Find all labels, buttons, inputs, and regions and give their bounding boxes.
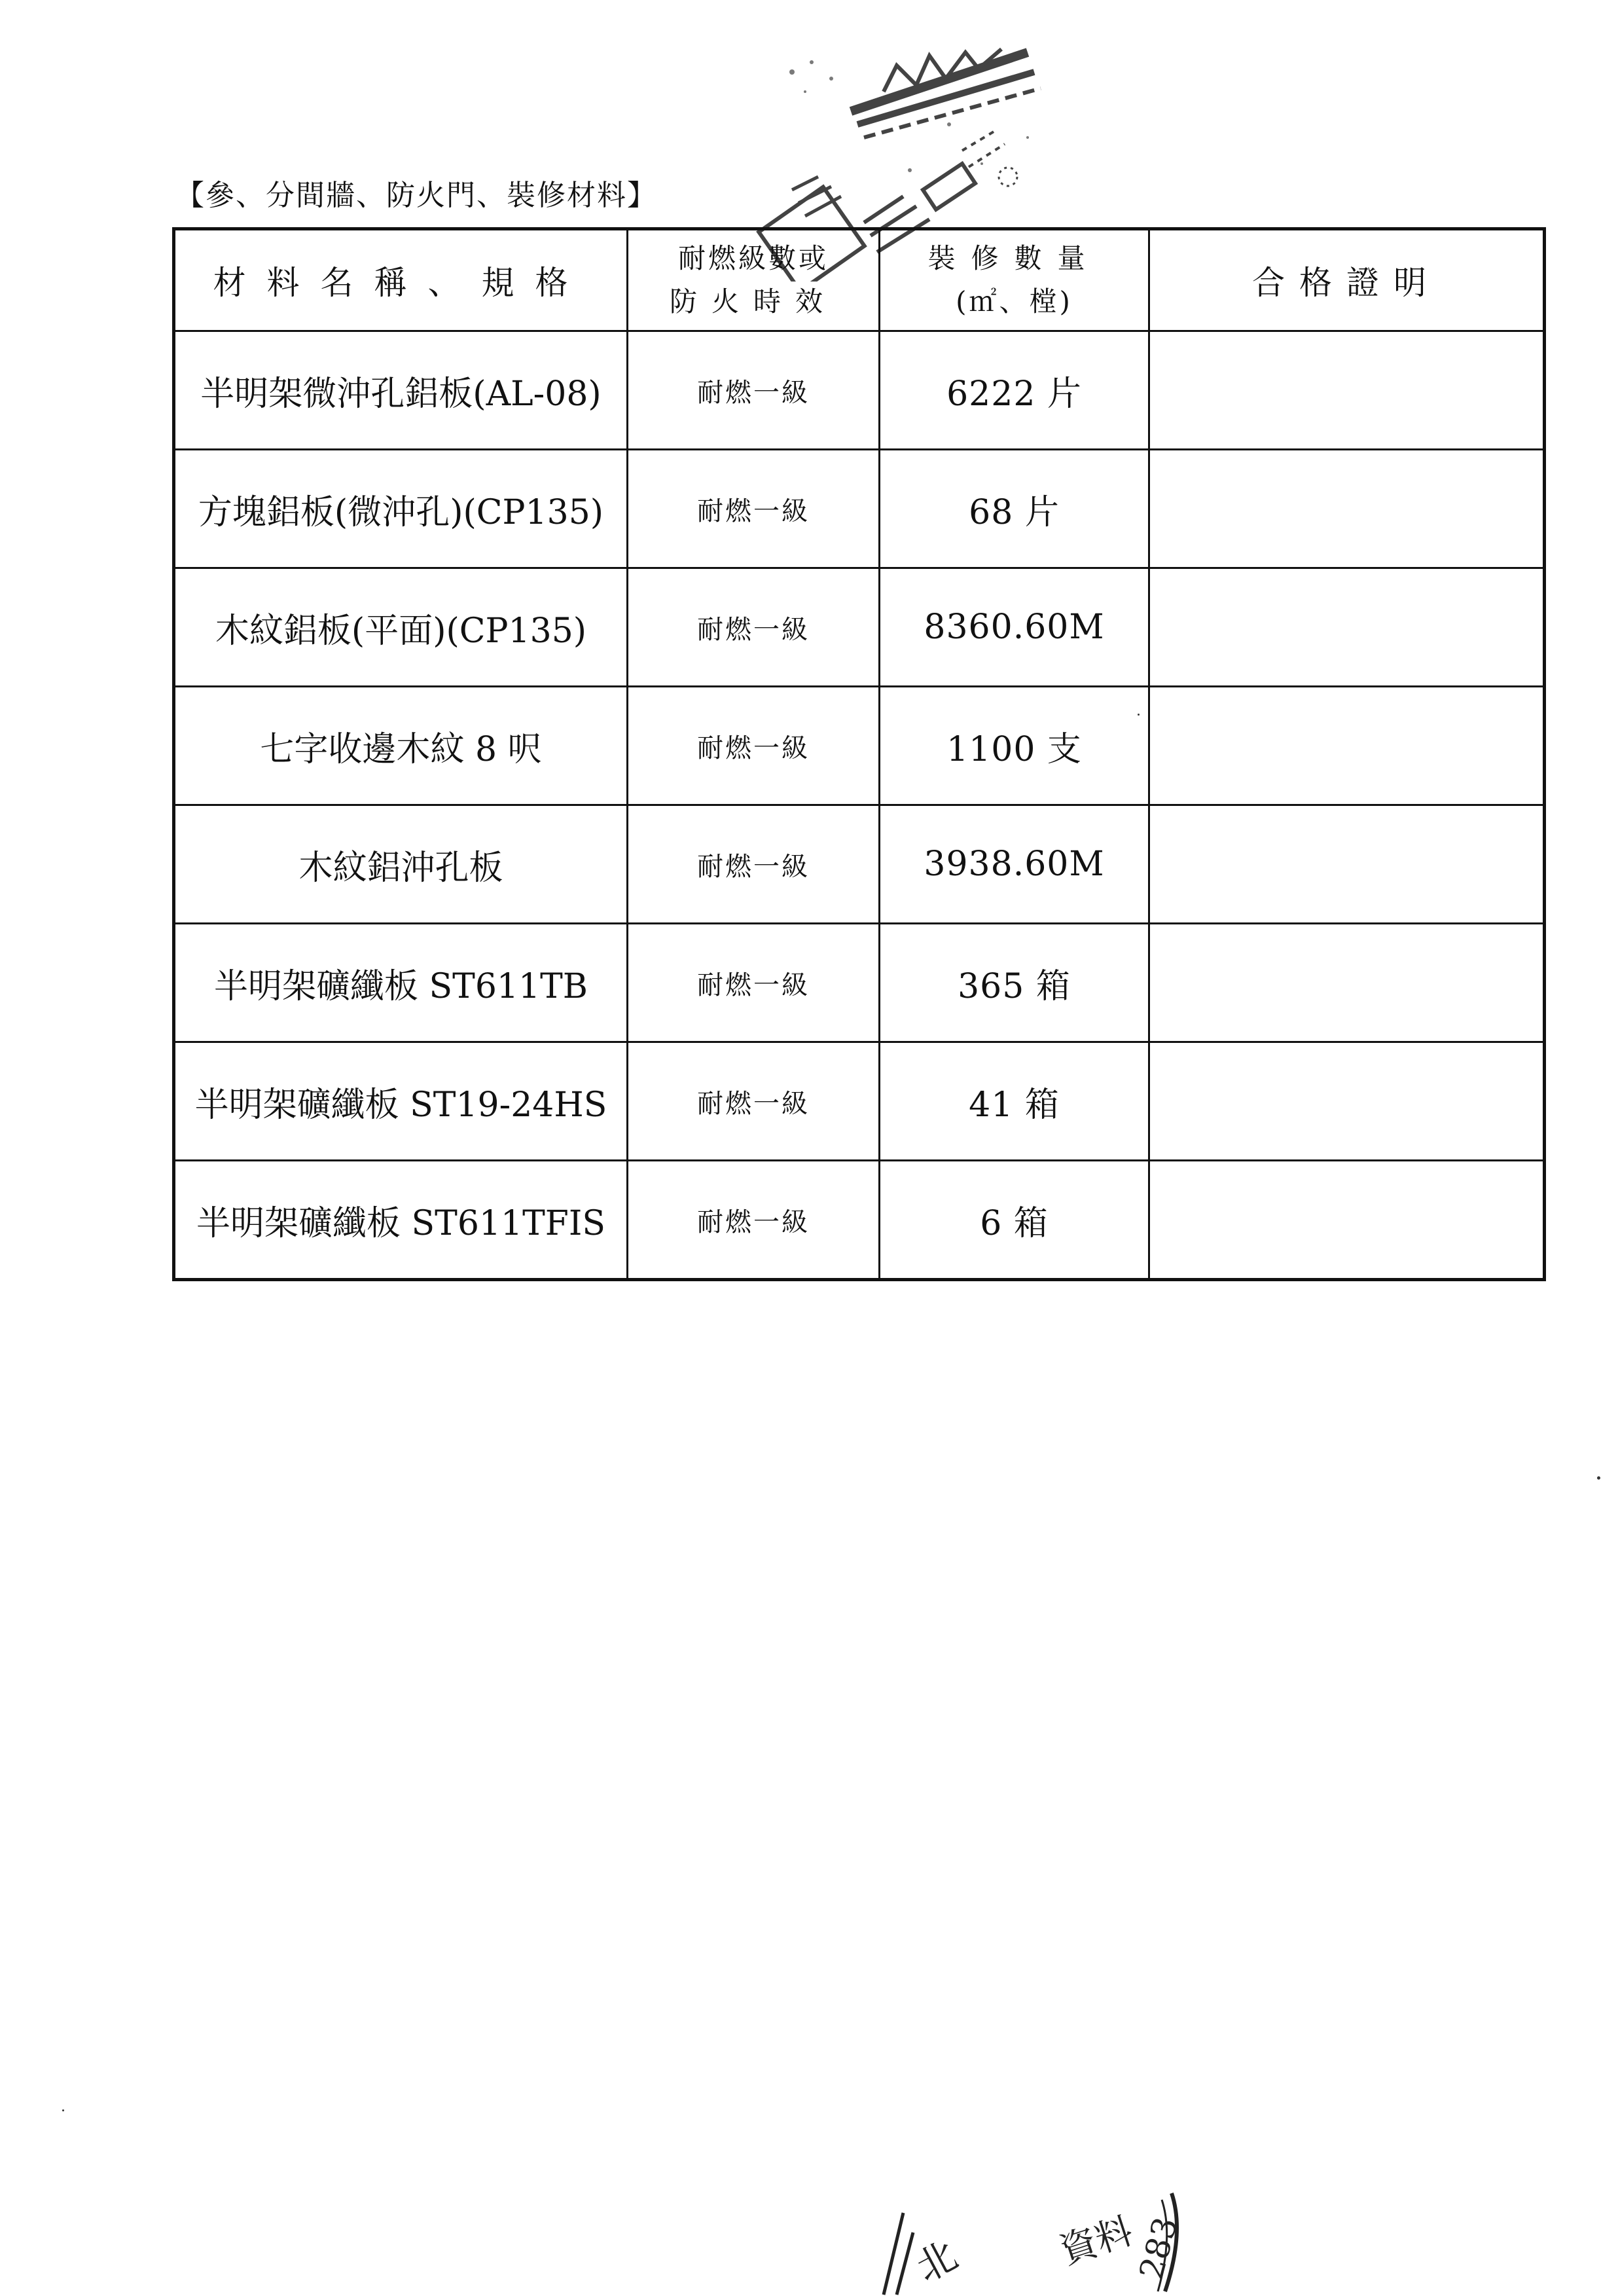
material-name-cell: 半明架礦纖板 ST611TFIS — [174, 1161, 628, 1280]
table-header-row — [174, 229, 1545, 331]
certificate-cell — [1149, 450, 1545, 568]
scan-speck — [62, 2109, 64, 2111]
header-material-name: 材料名稱、規格 — [174, 229, 628, 331]
certificate-cell — [1149, 805, 1545, 924]
material-name-cell: 半明架礦纖板 ST611TB — [174, 924, 628, 1042]
fire-rating-cell: 耐燃一級 — [628, 687, 880, 805]
header-quantity-line2: (㎡、樘) — [956, 285, 1073, 318]
table-row — [174, 1161, 1545, 1280]
table-row — [174, 1042, 1545, 1161]
section-title: 【參、分間牆、防火門、裝修材料】 — [175, 179, 657, 212]
table-row — [174, 568, 1545, 687]
table-row — [174, 924, 1545, 1042]
fire-rating-cell: 耐燃一級 — [628, 568, 880, 687]
table-row — [174, 805, 1545, 924]
material-name-cell: 方塊鋁板(微沖孔)(CP135) — [174, 450, 628, 568]
material-name-cell: 七字收邊木紋 8 呎 — [174, 687, 628, 805]
table-row — [174, 331, 1545, 450]
fire-rating-cell: 耐燃一級 — [628, 805, 880, 924]
header-fire-rating — [628, 229, 880, 331]
quantity-cell: 1100 支 — [880, 687, 1149, 805]
material-name-cell: 半明架微沖孔鋁板(AL-08) — [174, 331, 628, 450]
table-row — [174, 687, 1545, 805]
fire-rating-cell: 耐燃一級 — [628, 924, 880, 1042]
svg-text:283: 283 — [1132, 2213, 1185, 2284]
table-row — [174, 450, 1545, 568]
header-quantity-line1: 裝修數量 — [927, 242, 1101, 274]
scan-speck — [1597, 1476, 1600, 1480]
fire-rating-cell: 耐燃一級 — [628, 331, 880, 450]
material-name-cell: 木紋鋁板(平面)(CP135) — [174, 568, 628, 687]
material-name-cell: 木紋鋁沖孔板 — [174, 805, 628, 924]
certificate-cell — [1149, 1161, 1545, 1280]
quantity-cell: 6 箱 — [880, 1161, 1149, 1280]
certificate-cell — [1149, 1042, 1545, 1161]
fire-rating-cell: 耐燃一級 — [628, 450, 880, 568]
header-quantity — [880, 229, 1149, 331]
header-fire-rating-line1: 耐燃級數或 — [677, 242, 829, 274]
quantity-cell: 8360.60M — [880, 568, 1149, 687]
certificate-cell — [1149, 568, 1545, 687]
svg-text:北: 北 — [908, 2232, 965, 2291]
materials-table — [172, 227, 1546, 1281]
quantity-cell: 68 片 — [880, 450, 1149, 568]
fire-rating-cell: 耐燃一級 — [628, 1161, 880, 1280]
quantity-cell: 3938.60M — [880, 805, 1149, 924]
quantity-cell: 6222 片 — [880, 331, 1149, 450]
quantity-cell: 41 箱 — [880, 1042, 1149, 1161]
svg-text:資料: 資料 — [1054, 2210, 1138, 2273]
scan-speck — [1138, 714, 1140, 716]
certificate-cell — [1149, 687, 1545, 805]
fire-rating-cell: 耐燃一級 — [628, 1042, 880, 1161]
bottom-stamp-icon — [864, 2180, 1204, 2296]
certificate-cell — [1149, 331, 1545, 450]
header-certificate: 合格證明 — [1149, 229, 1545, 331]
header-fire-rating-line2: 防火時效 — [669, 285, 837, 318]
quantity-cell: 365 箱 — [880, 924, 1149, 1042]
certificate-cell — [1149, 924, 1545, 1042]
material-name-cell: 半明架礦纖板 ST19-24HS — [174, 1042, 628, 1161]
